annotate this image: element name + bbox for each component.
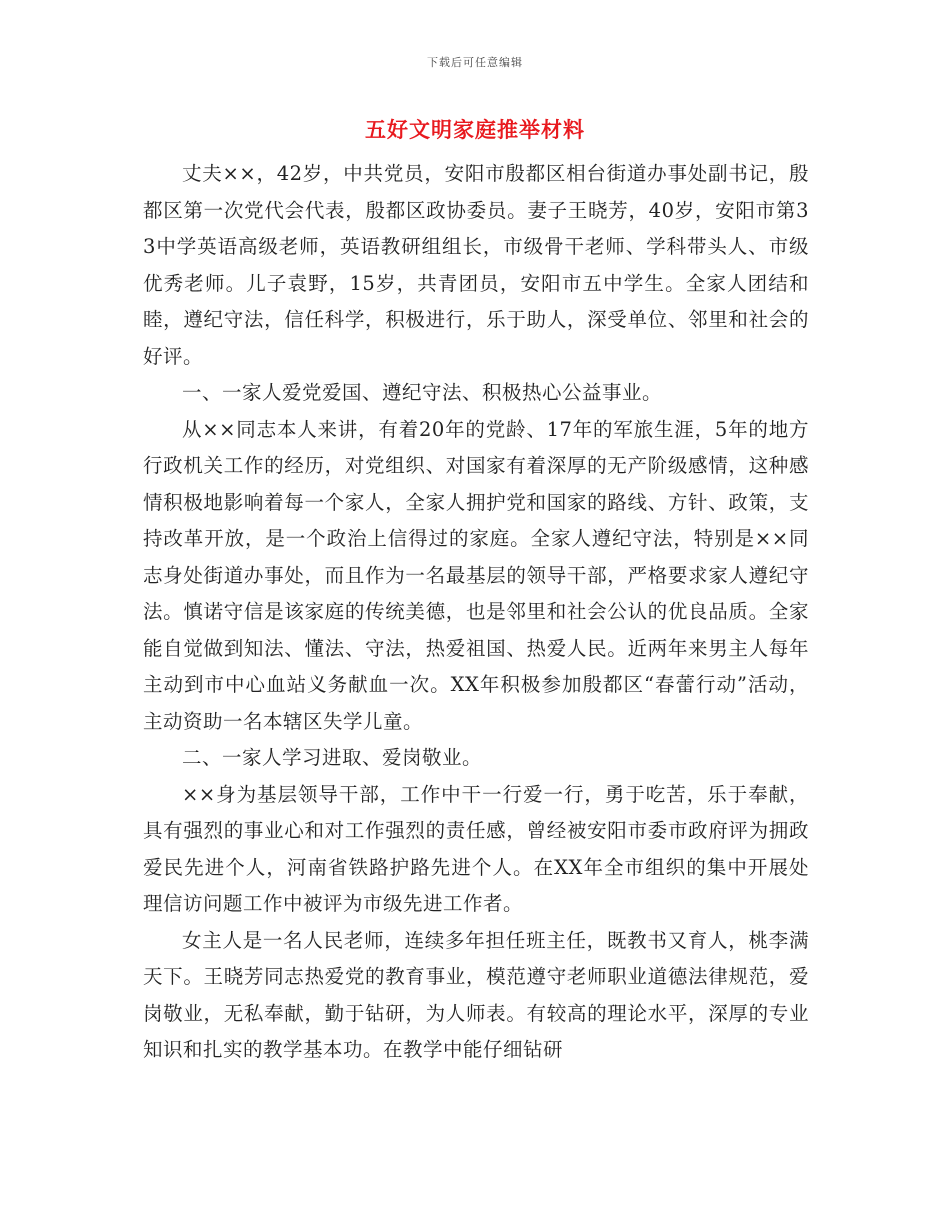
paragraph-section-1: 从××同志本人来讲，有着20年的党龄、17年的军旅生涯，5年的地方行政机关工作的经历，对党组织、对国家有着深厚的无产阶级感情，这种感情积极地影响着每一个家人，全家人拥护党和国家的路线、方针、政策，支持改革开放，是一个政治上信得过的家庭。全家人遵纪守法，特别是××同志身处街道办事处，而且作为一名最基层的领导干部，严格要求家人遵纪守法。慎诺守信是该家庭的传统美德，也是邻里和社会公认的优良品质。全家能自觉做到知法、懂法、守法，热爱祖国、热爱人民。近两年来男主人每年主动到市中心血站义务献血一次。XX年积极参加殷都区“春蕾行动”活动，主动资助一名本辖区失学儿童。 (143, 417, 809, 733)
header-note: 下载后可任意编辑 (427, 56, 523, 69)
paragraph-intro: 丈夫××，42岁，中共党员，安阳市殷都区相台街道办事处副书记，殷都区第一次党代会代表，殷都区政协委员。妻子王晓芳，40岁，安阳市第33中学英语高级老师，英语教研组组长，市级骨干老师、学科带头人、市级优秀老师。儿子袁野，15岁，共青团员，安阳市五中学生。全家人团结和睦，遵纪守法，信任科学，积极进行，乐于助人，深受单位、邻里和社会的好评。 (143, 162, 809, 368)
section-heading-2: 二、一家人学习进取、爱岗敬业。 (182, 746, 483, 769)
document-body (143, 156, 809, 1069)
section-heading-1: 一、一家人爱党爱国、遵纪守法、积极热心公益事业。 (182, 381, 663, 404)
paragraph-husband-work: ××身为基层领导干部，工作中干一行爱一行，勇于吃苦，乐于奉献，具有强烈的事业心和对工作强烈的责任感，曾经被安阳市委市政府评为拥政爱民先进个人，河南省铁路护路先进个人。在XX年全市组织的集中开展处理信访问题工作中被评为市级先进工作者。 (143, 782, 809, 915)
paragraph-wife-work: 女主人是一名人民老师，连续多年担任班主任，既教书又育人，桃李满天下。王晓芳同志热爱党的教育事业，模范遵守老师职业道德法律规范，爱岗敬业，无私奉献，勤于钻研，为人师表。有较高的理论水平，深厚的专业知识和扎实的教学基本功。在教学中能仔细钻研 (143, 928, 809, 1061)
document-title: 五好文明家庭推举材料 (365, 117, 585, 142)
